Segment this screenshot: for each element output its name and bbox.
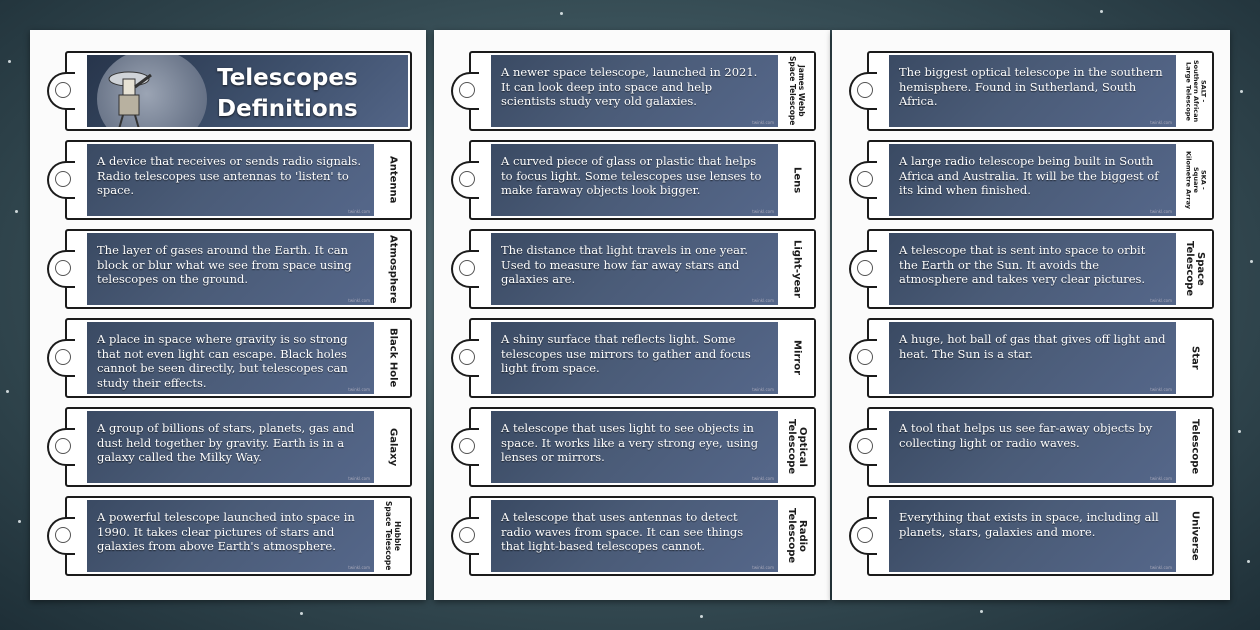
definition-panel xyxy=(491,55,778,127)
definition-card xyxy=(65,229,412,309)
definition-panel xyxy=(87,233,374,305)
term-label xyxy=(780,142,814,218)
definition-panel xyxy=(889,411,1176,483)
punch-hole xyxy=(459,171,475,187)
definition-text: A telescope that uses antennas to detect radio waves from space. It can see things that light-based telescopes cannot. xyxy=(501,510,744,553)
definition-card xyxy=(867,229,1214,309)
definition-card xyxy=(65,496,412,576)
definition-card xyxy=(65,407,412,487)
term-label xyxy=(1178,498,1212,574)
punch-hole xyxy=(55,171,71,187)
definition-panel xyxy=(889,500,1176,572)
term-label xyxy=(1178,320,1212,396)
term-label xyxy=(1178,409,1212,485)
definition-panel xyxy=(87,411,374,483)
definition-card xyxy=(867,318,1214,398)
term-label xyxy=(780,320,814,396)
punch-hole xyxy=(857,438,873,454)
page-title xyxy=(217,63,358,125)
punch-hole xyxy=(459,260,475,276)
punch-hole xyxy=(55,527,71,543)
definition-text: The layer of gases around the Earth. It can block or blur what we see from space using telescopes on the ground. xyxy=(97,243,352,286)
definition-card xyxy=(469,407,816,487)
term-text: Atmosphere xyxy=(387,234,399,304)
punch-hole xyxy=(857,527,873,543)
watermark: twinkl.com xyxy=(752,120,774,125)
definition-text: Everything that exists in space, including all planets, stars, galaxies and more. xyxy=(899,510,1159,539)
punch-hole xyxy=(459,438,475,454)
watermark: twinkl.com xyxy=(1150,298,1172,303)
definition-panel xyxy=(889,144,1176,216)
definition-card xyxy=(469,140,816,220)
term-text: Radio Telescope xyxy=(786,508,808,564)
definition-text: A shiny surface that reflects light. Some telescopes use mirrors to gather and focus light from space. xyxy=(501,332,751,375)
watermark: twinkl.com xyxy=(348,387,370,392)
definition-card xyxy=(867,51,1214,131)
term-text: Lens xyxy=(791,166,803,194)
definition-panel xyxy=(491,233,778,305)
watermark: twinkl.com xyxy=(1150,209,1172,214)
definition-text: A large radio telescope being built in South Africa and Australia. It will be the biggest of its kind when finished. xyxy=(899,154,1159,197)
watermark: twinkl.com xyxy=(1150,120,1172,125)
star xyxy=(18,520,21,523)
term-label xyxy=(376,142,410,218)
watermark: twinkl.com xyxy=(752,476,774,481)
watermark: twinkl.com xyxy=(348,298,370,303)
definition-panel xyxy=(889,322,1176,394)
star xyxy=(8,60,11,63)
definition-text: A newer space telescope, launched in 2021. It can look deep into space and help scientists study very old galaxies. xyxy=(501,65,758,108)
definition-text: The biggest optical telescope in the southern hemisphere. Found in Sutherland, South Africa. xyxy=(899,65,1163,108)
term-label xyxy=(376,320,410,396)
term-label xyxy=(376,498,410,574)
watermark: twinkl.com xyxy=(348,209,370,214)
definition-text: A place in space where gravity is so strong that not even light can escape. Black holes cannot be seen directly, but telescopes can study their effects. xyxy=(97,332,348,390)
term-text: Antenna xyxy=(387,156,399,204)
star xyxy=(1238,430,1241,433)
punch-hole xyxy=(55,349,71,365)
punch-hole xyxy=(55,438,71,454)
punch-hole xyxy=(857,260,873,276)
astronomer-telescope-icon xyxy=(105,67,155,127)
definition-text: A curved piece of glass or plastic that helps to focus light. Some telescopes use lenses to make faraway objects look bigger. xyxy=(501,154,762,197)
definition-text: A huge, hot ball of gas that gives off light and heat. The Sun is a star. xyxy=(899,332,1166,361)
term-text: Telescope xyxy=(1189,419,1201,475)
page-column-1 xyxy=(30,30,426,600)
definition-panel xyxy=(87,500,374,572)
term-text: SALT - Southern African Large Telescope xyxy=(1184,59,1208,123)
term-label xyxy=(780,498,814,574)
title-card xyxy=(65,51,412,131)
watermark: twinkl.com xyxy=(348,476,370,481)
watermark: twinkl.com xyxy=(1150,387,1172,392)
definition-panel xyxy=(491,322,778,394)
definition-card xyxy=(867,407,1214,487)
definition-card xyxy=(65,318,412,398)
term-text: Mirror xyxy=(791,340,803,376)
term-label xyxy=(780,231,814,307)
star xyxy=(980,610,983,613)
definition-panel xyxy=(889,233,1176,305)
punch-hole xyxy=(459,349,475,365)
punch-hole xyxy=(459,82,475,98)
punch-hole xyxy=(55,82,71,98)
star xyxy=(1250,260,1253,263)
definition-text: The distance that light travels in one year. Used to measure how far away stars and galaxies are. xyxy=(501,243,748,286)
term-label xyxy=(376,409,410,485)
term-text: Black Hole xyxy=(387,328,399,388)
term-label xyxy=(780,409,814,485)
watermark: twinkl.com xyxy=(1150,476,1172,481)
star xyxy=(1240,90,1243,93)
watermark: twinkl.com xyxy=(752,209,774,214)
definition-card xyxy=(469,51,816,131)
punch-hole xyxy=(857,171,873,187)
term-label xyxy=(1178,53,1212,129)
definition-card xyxy=(469,318,816,398)
title-banner xyxy=(87,55,408,127)
term-text: Space Telescope xyxy=(1184,241,1206,297)
definition-panel xyxy=(889,55,1176,127)
definition-panel xyxy=(87,322,374,394)
watermark: twinkl.com xyxy=(348,565,370,570)
definition-text: A powerful telescope launched into space in 1990. It takes clear pictures of stars and galaxies from above Earth's atmosphere. xyxy=(97,510,355,553)
punch-hole xyxy=(857,82,873,98)
star xyxy=(15,210,18,213)
page-column-3 xyxy=(832,30,1230,600)
page-column-2 xyxy=(434,30,830,600)
definition-card xyxy=(65,140,412,220)
star xyxy=(6,390,9,393)
term-label xyxy=(1178,142,1212,218)
title-line-1: Telescopes xyxy=(217,65,358,91)
definition-panel xyxy=(87,144,374,216)
term-label xyxy=(376,231,410,307)
term-text: James Webb Space Telescope xyxy=(788,56,806,126)
definition-card xyxy=(469,496,816,576)
definition-card xyxy=(867,496,1214,576)
watermark: twinkl.com xyxy=(752,298,774,303)
definition-panel xyxy=(491,144,778,216)
definition-card xyxy=(469,229,816,309)
title-line-2: Definitions xyxy=(217,96,358,122)
definition-text: A device that receives or sends radio signals. Radio telescopes use antennas to 'listen' to space. xyxy=(97,154,361,197)
term-text: SKA - Square Kilometre Array xyxy=(1184,151,1208,209)
star xyxy=(1247,560,1250,563)
term-text: Galaxy xyxy=(387,427,399,467)
term-text: Universe xyxy=(1189,511,1201,561)
star xyxy=(1100,10,1103,13)
term-label xyxy=(1178,231,1212,307)
term-text: Star xyxy=(1189,346,1201,370)
star xyxy=(300,612,303,615)
definition-text: A telescope that uses light to see objects in space. It works like a very strong eye, using lenses or mirrors. xyxy=(501,421,759,464)
definition-card xyxy=(867,140,1214,220)
punch-hole xyxy=(55,260,71,276)
term-label xyxy=(780,53,814,129)
definition-panel xyxy=(491,500,778,572)
punch-hole xyxy=(459,527,475,543)
watermark: twinkl.com xyxy=(752,387,774,392)
watermark: twinkl.com xyxy=(1150,565,1172,570)
punch-hole xyxy=(857,349,873,365)
definition-text: A telescope that is sent into space to orbit the Earth or the Sun. It avoids the atmosphere and takes very clear pictures. xyxy=(899,243,1146,286)
star xyxy=(700,615,703,618)
term-text: Light-year xyxy=(791,240,803,298)
term-text: Hubble Space Telescope xyxy=(384,501,402,571)
star xyxy=(560,12,563,15)
term-text: Optical Telescope xyxy=(786,419,808,475)
watermark: twinkl.com xyxy=(752,565,774,570)
definition-text: A group of billions of stars, planets, gas and dust held together by gravity. Earth is in a galaxy called the Milky Way. xyxy=(97,421,355,464)
definition-text: A tool that helps us see far-away objects by collecting light or radio waves. xyxy=(899,421,1153,450)
definition-panel xyxy=(491,411,778,483)
